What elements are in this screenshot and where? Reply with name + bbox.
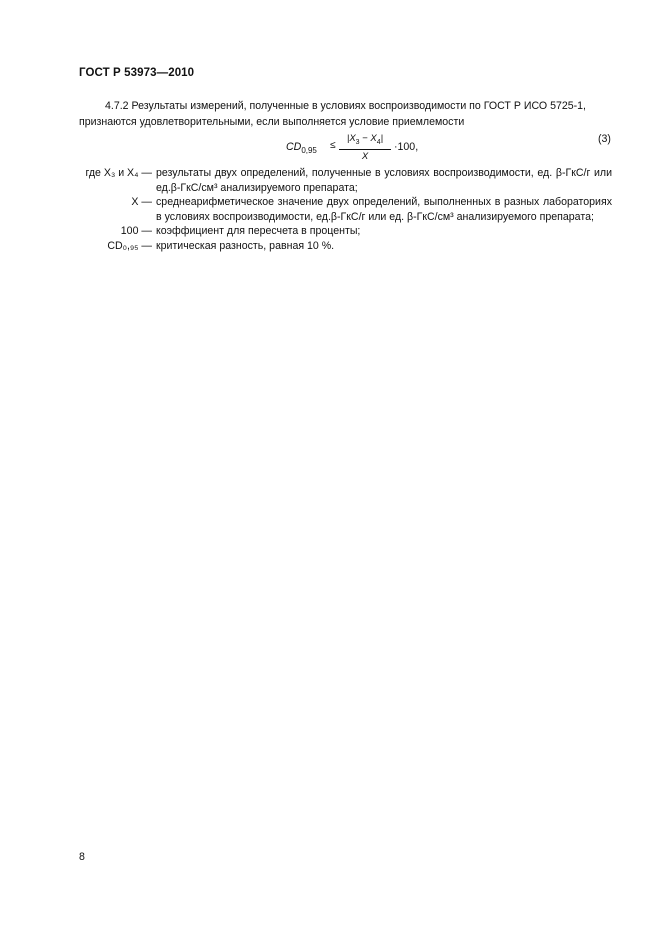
formula-relation: ≤ bbox=[330, 140, 336, 151]
page-number: 8 bbox=[79, 851, 85, 863]
definition-term: CD₀,₉₅ — bbox=[107, 239, 152, 252]
formula-num-x4-sub: 4 bbox=[376, 138, 381, 146]
formula-num-x4: X bbox=[370, 133, 377, 144]
paragraph-line-2: признаются удовлетворительными, если выполняется условие приемлемости bbox=[79, 116, 465, 128]
formula-lhs-sub: 0,95 bbox=[301, 146, 317, 156]
formula-fraction bbox=[339, 132, 391, 163]
document-header: ГОСТ Р 53973—2010 bbox=[79, 67, 195, 79]
formula-numerator: $|X_3 - X_4|$ bbox=[339, 132, 391, 150]
definition-term: X — bbox=[131, 196, 152, 208]
definition-prefix: где bbox=[85, 167, 101, 179]
formula-num-x3-sub: 3 bbox=[355, 138, 360, 146]
definitions-list bbox=[79, 166, 612, 253]
definition-x bbox=[79, 195, 612, 224]
definition-term-text: X₃ и X₄ — bbox=[103, 167, 152, 179]
definition-term: 100 — bbox=[120, 225, 152, 237]
definition-cd bbox=[79, 239, 612, 254]
definition-desc: критическая разность, равная 10 %. bbox=[156, 239, 335, 252]
formula-num-x3: X bbox=[349, 133, 356, 144]
formula-multiplier: ·100, bbox=[394, 141, 419, 153]
formula-lhs bbox=[286, 141, 317, 155]
definition-x3-x4 bbox=[79, 166, 612, 195]
definition-100 bbox=[79, 224, 612, 239]
formula-num-minus: − bbox=[362, 133, 368, 144]
equation-number: (3) bbox=[598, 133, 611, 145]
formula-denominator: X bbox=[361, 150, 369, 162]
definition-term bbox=[79, 166, 152, 195]
definition-desc: коэффициент для пересчета в проценты; bbox=[156, 225, 361, 237]
definition-desc: результаты двух определений, полученные в условиях воспроизводимости, ед. β-ГкС/г или ед.β-ГкС/см³ анализируемого препарата; bbox=[156, 167, 612, 194]
paragraph-4-7-2 bbox=[79, 98, 612, 130]
definition-desc: среднеарифметическое значение двух определений, выполненных в разных лабораториях в условиях воспроизводимости, ед.β-ГкС/г или ед. β-ГкС/см³ анализируемого препарата; bbox=[156, 196, 612, 223]
paragraph-line-1: 4.7.2 Результаты измерений, полученные в условиях воспроизводимости по ГОСТ Р ИСО 5725-1, bbox=[105, 100, 587, 112]
formula-lhs-var: CD bbox=[286, 141, 302, 153]
